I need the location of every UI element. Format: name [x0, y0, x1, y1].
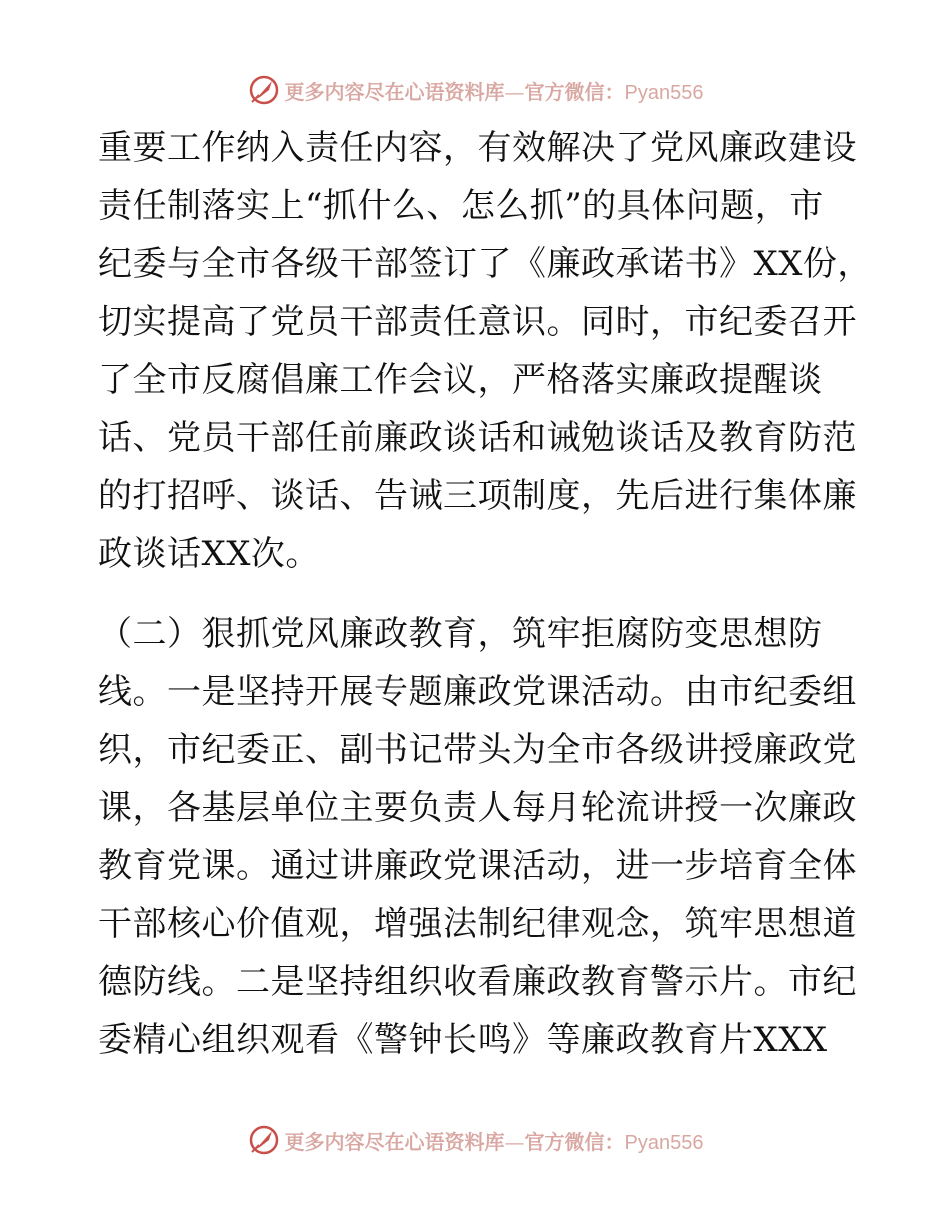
text-line: 纪委与全市各级干部签订了《廉政承诺书》XX份， [98, 244, 872, 284]
text-line: 责任制落实上“抓什么、怎么抓”的具体问题，市 [98, 186, 824, 226]
quill-logo-icon [247, 1123, 281, 1157]
text-line: 了全市反腐倡廉工作会议，严格落实廉政提醒谈 [98, 360, 823, 400]
paragraph-gap [98, 583, 858, 605]
paragraph-2 [98, 605, 858, 1069]
text-line: 切实提高了党员干部责任意识。同时，市纪委召开 [98, 302, 857, 342]
watermark-contact: 官方微信： [524, 1129, 625, 1154]
watermark-label [285, 1126, 704, 1155]
watermark-label [285, 76, 704, 105]
watermark-site: 更多内容尽在心语资料库 [284, 79, 505, 104]
watermark-contact: 官方微信： [524, 79, 625, 104]
quill-logo-icon [247, 73, 281, 107]
watermark-separator: — [504, 1129, 525, 1154]
watermark-footer [0, 1120, 950, 1160]
text-line: 课，各基层单位主要负责人每月轮流讲授一次廉政 [98, 788, 857, 828]
text-line: 委精心组织观看《警钟长鸣》等廉政教育片XXX [98, 1020, 828, 1060]
text-line: 干部核心价值观，增强法制纪律观念，筑牢思想道 [98, 904, 857, 944]
text-line: 线。一是坚持开展专题廉政党课活动。由市纪委组 [98, 672, 857, 712]
text-line: 话、党员干部任前廉政谈话和诫勉谈话及教育防范 [98, 418, 857, 458]
text-line: 的打招呼、谈话、告诫三项制度，先后进行集体廉 [98, 476, 857, 516]
watermark-site: 更多内容尽在心语资料库 [284, 1129, 505, 1154]
text-line: 重要工作纳入责任内容，有效解决了党风廉政建设 [98, 128, 857, 168]
text-line: 织，市纪委正、副书记带头为全市各级讲授廉政党 [98, 730, 857, 770]
watermark-header [0, 70, 950, 110]
text-line: 教育党课。通过讲廉政党课活动，进一步培育全体 [98, 846, 857, 886]
document-body [98, 119, 872, 1069]
watermark-account: Pyan556 [624, 1131, 704, 1154]
text-line: 德防线。二是坚持组织收看廉政教育警示片。市纪 [98, 962, 857, 1002]
paragraph-1 [98, 119, 872, 583]
watermark-separator: — [504, 79, 525, 104]
watermark-account: Pyan556 [624, 81, 704, 104]
text-line: 政谈话XX次。 [98, 534, 320, 574]
text-line: （二）狠抓党风廉政教育，筑牢拒腐防变思想防 [98, 614, 823, 654]
